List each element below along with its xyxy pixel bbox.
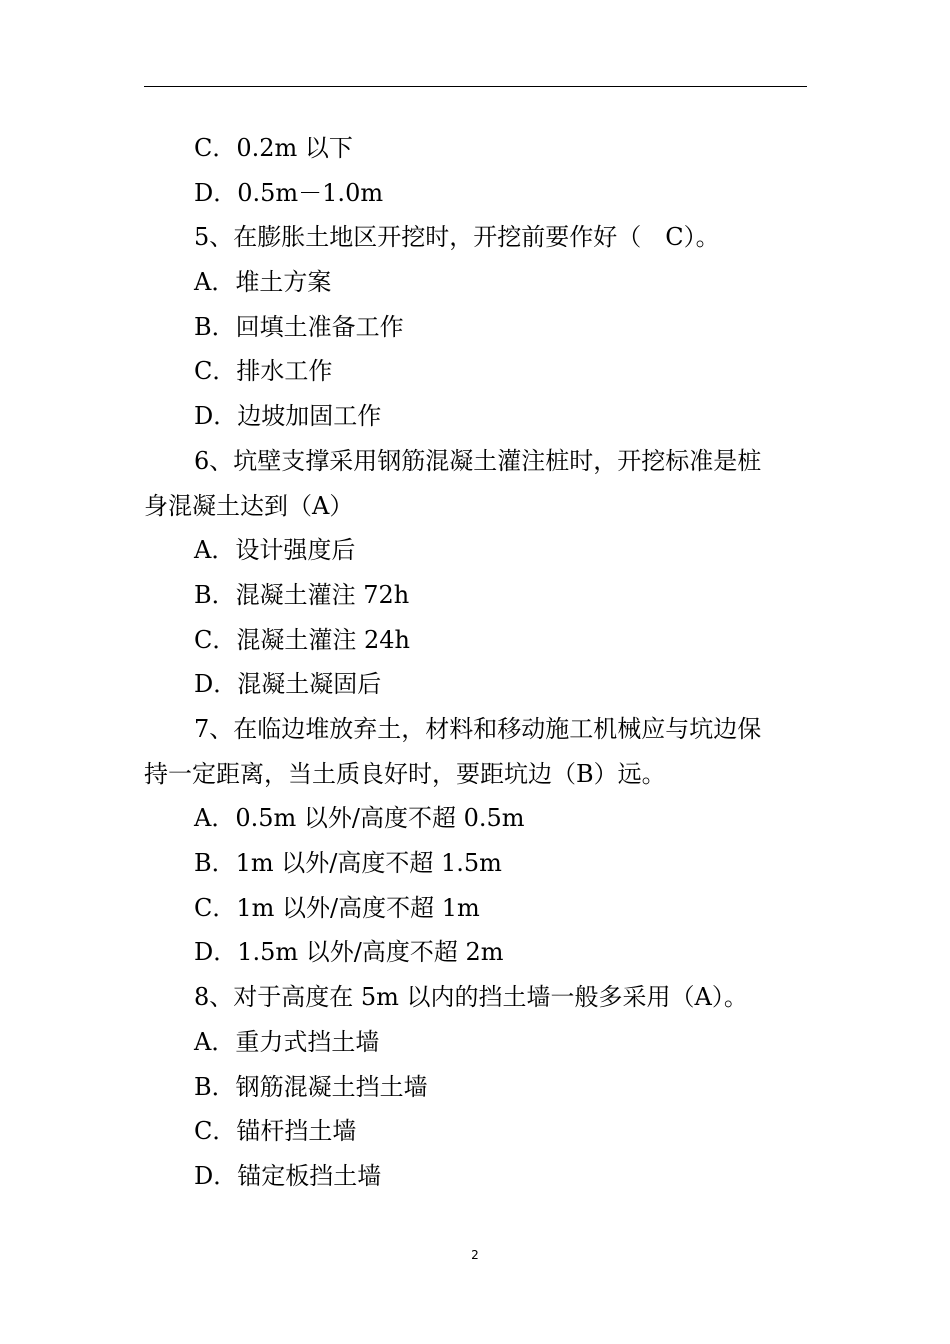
question-7 xyxy=(144,707,807,796)
option-c-q5: C．排水工作 xyxy=(194,357,333,386)
option-d-q6: D．混凝土凝固后 xyxy=(194,670,382,699)
page-number: 2 xyxy=(471,1248,479,1262)
option-d-q4: D．0.5m－1.0m xyxy=(194,178,384,207)
question-5-text: 5、在膨胀土地区开挖时，开挖前要作好（ C）。 xyxy=(194,223,720,252)
option-d-q5: D．边坡加固工作 xyxy=(194,402,382,431)
option-b-q7: B．1m 以外/高度不超 1.5m xyxy=(194,849,502,878)
question-6-text-line1: 6、坑壁支撑采用钢筋混凝土灌注桩时，开挖标准是桩 xyxy=(194,446,762,475)
question-7-text-line1: 7、在临边堆放弃土，材料和移动施工机械应与坑边保 xyxy=(194,714,762,743)
question-6 xyxy=(144,439,807,528)
option-b-q8: B．钢筋混凝土挡土墙 xyxy=(194,1072,428,1101)
option-d-q8: D．锚定板挡土墙 xyxy=(194,1161,382,1190)
header-rule xyxy=(144,86,807,87)
option-b-q6: B．混凝土灌注 72h xyxy=(194,580,410,609)
question-5 xyxy=(144,215,807,260)
option-c-q8: C．锚杆挡土墙 xyxy=(194,1117,357,1146)
option-a-q8: A．重力式挡土墙 xyxy=(194,1027,380,1056)
document-body xyxy=(144,126,807,1199)
option-c-q4: C．0.2m 以下 xyxy=(194,134,353,162)
option-c-q6: C．混凝土灌注 24h xyxy=(194,625,410,654)
option-c-q7: C．1m 以外/高度不超 1m xyxy=(194,893,480,922)
question-8-text: 8、对于高度在 5m 以内的挡土墙一般多采用（A）。 xyxy=(194,983,748,1012)
question-8 xyxy=(144,975,807,1020)
option-a-q7: A．0.5m 以外/高度不超 0.5m xyxy=(194,804,525,833)
option-b-q5: B．回填土准备工作 xyxy=(194,312,404,341)
option-d-q7: D．1.5m 以外/高度不超 2m xyxy=(194,938,504,967)
question-6-text-line2: 身混凝土达到（A） xyxy=(144,491,354,520)
question-7-text-line2: 持一定距离，当土质良好时，要距坑边（B）远。 xyxy=(144,759,666,788)
option-a-q6: A．设计强度后 xyxy=(194,536,356,565)
option-a-q5: A．堆土方案 xyxy=(194,268,332,297)
